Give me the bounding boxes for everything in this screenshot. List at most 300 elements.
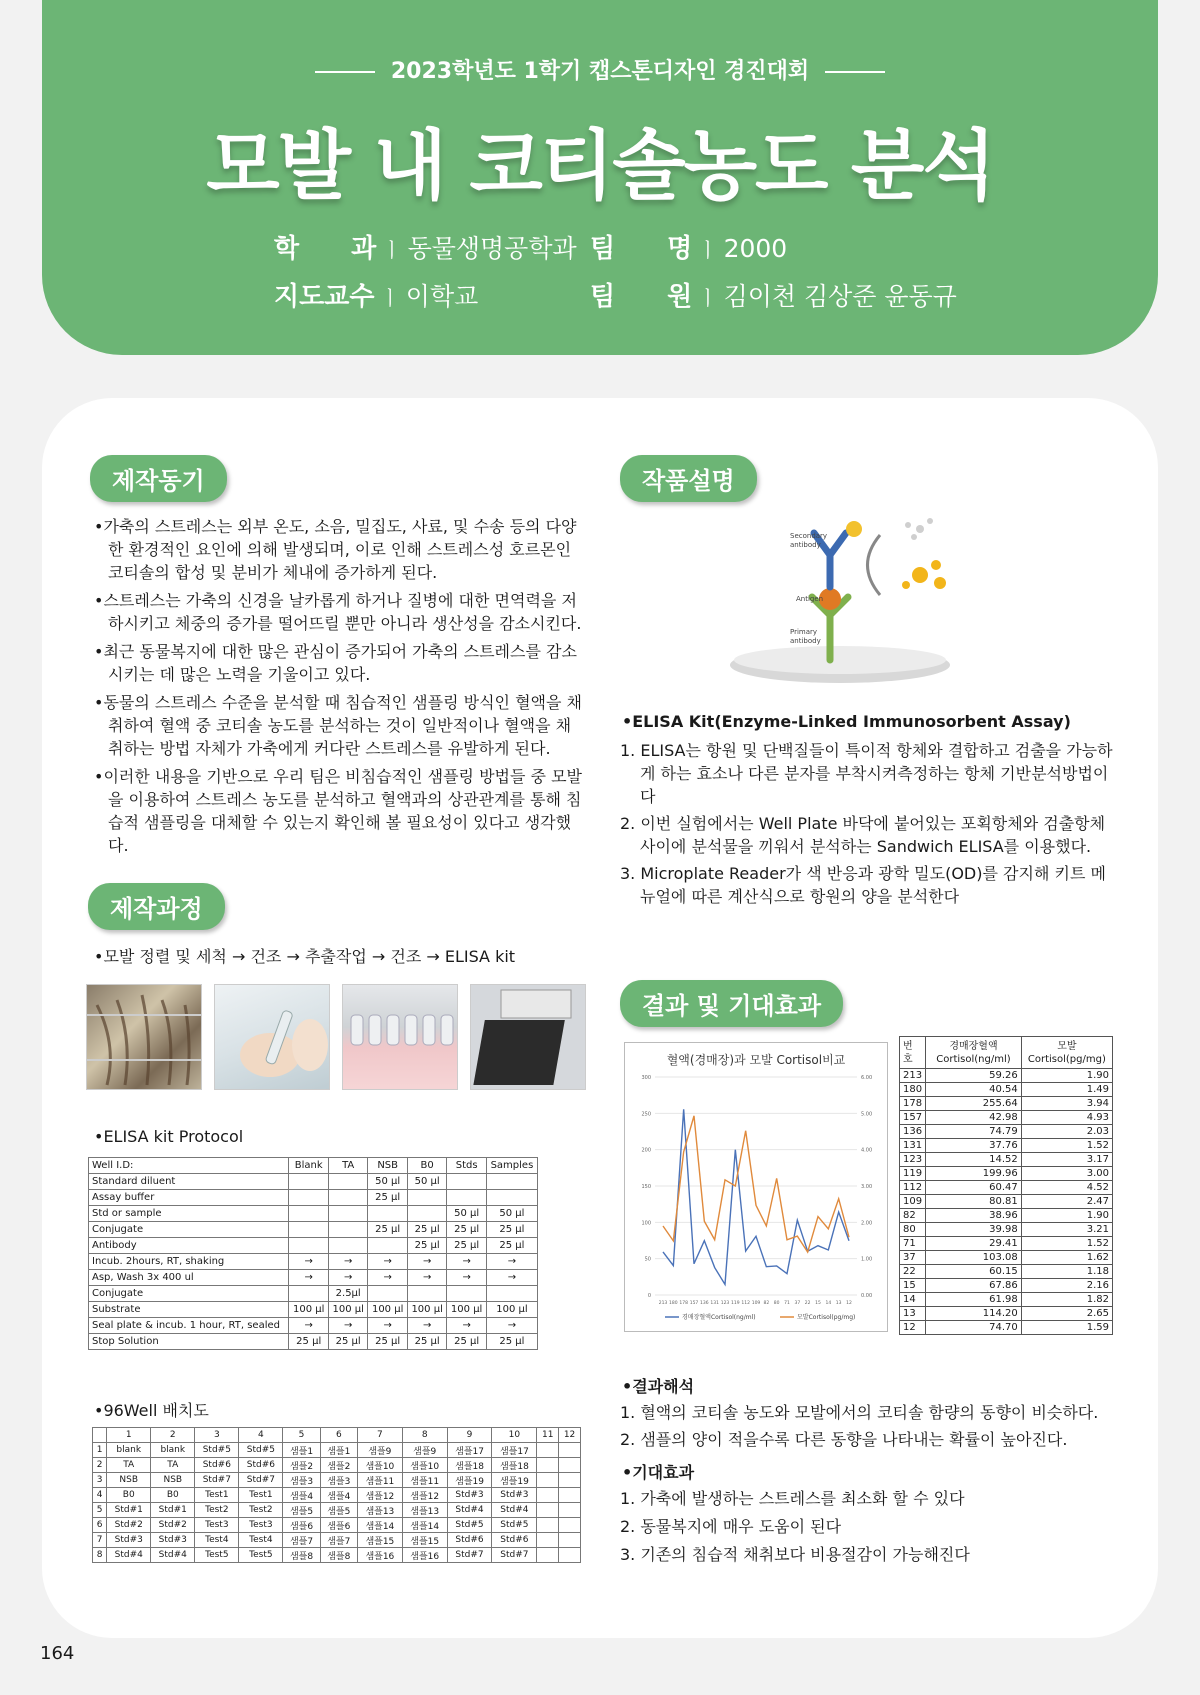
table-cell: 번호 (900, 1037, 926, 1069)
table-cell: 10 (492, 1428, 537, 1443)
motivation-item: •가축의 스트레스는 외부 온도, 소음, 밀집도, 사료, 및 수송 등의 다양한 환경적인 요인에 의해 발생되며, 이로 인해 스트레스성 호르몬인 코티솔의 합성 및 분비가 체내에 증가하게 된다. (94, 517, 577, 582)
table-cell: 샘플13 (402, 1503, 447, 1518)
chart-title: 혈액(경매장)과 모발 Cortisol비교 (666, 1053, 846, 1067)
y-left-tick-label: 250 (641, 1111, 651, 1118)
photo-elisa-plate (470, 984, 586, 1090)
table-cell: 샘플5 (283, 1503, 320, 1518)
y-left-tick-label: 300 (641, 1075, 651, 1081)
y-right-tick-label: 1.00 (861, 1256, 873, 1263)
table-cell: 4 (93, 1488, 107, 1503)
result-row (900, 1265, 1113, 1279)
table-cell: 샘플5 (320, 1503, 357, 1518)
table-cell: 경매장혈액 Cortisol(ng/ml) (926, 1037, 1022, 1069)
results-table (899, 1036, 1113, 1335)
svg-text:antibody: antibody (790, 541, 821, 549)
well-row (93, 1488, 581, 1503)
table-cell: 131 (900, 1139, 926, 1153)
table-cell: 60.15 (926, 1265, 1022, 1279)
table-cell: 샘플6 (320, 1518, 357, 1533)
table-cell: Test2 (239, 1503, 283, 1518)
table-cell (289, 1206, 328, 1222)
table-cell: → (289, 1270, 328, 1286)
table-cell: → (486, 1254, 537, 1270)
x-tick-label: 22 (804, 1301, 811, 1306)
table-cell: 8 (93, 1548, 107, 1563)
table-cell: 샘플11 (357, 1473, 402, 1488)
table-cell: 25 µl (407, 1238, 446, 1254)
svg-text:Primary: Primary (790, 628, 818, 636)
table-cell: 모발 Cortisol(pg/mg) (1021, 1037, 1112, 1069)
well-row (93, 1548, 581, 1563)
members-info: 팀 원 ㅣ 김이천 김상준 윤동규 (590, 282, 957, 312)
table-cell: → (447, 1270, 486, 1286)
table-cell: 50 µl (486, 1206, 537, 1222)
table-cell: → (328, 1270, 367, 1286)
table-header-row (900, 1037, 1113, 1069)
table-cell: 80.81 (926, 1195, 1022, 1209)
table-cell: Std#4 (447, 1503, 492, 1518)
table-cell: 샘플19 (447, 1473, 492, 1488)
table-cell: Std#4 (492, 1503, 537, 1518)
result-row (900, 1181, 1113, 1195)
result-row (900, 1293, 1113, 1307)
table-cell: Substrate (89, 1302, 289, 1318)
elisa-kit-title: •ELISA Kit(Enzyme-Linked Immunosorbent Assay) (622, 712, 1071, 731)
table-cell: 9 (447, 1428, 492, 1443)
y-left-tick-label: 0 (647, 1293, 651, 1299)
table-cell: 59.26 (926, 1069, 1022, 1083)
result-row (900, 1251, 1113, 1265)
well-layout-table (92, 1427, 581, 1563)
description-list (620, 739, 1116, 912)
table-cell: → (447, 1318, 486, 1334)
table-cell: 42.98 (926, 1111, 1022, 1125)
table-cell: 25 µl (407, 1334, 446, 1350)
table-cell: 2.16 (1021, 1279, 1112, 1293)
result-row (900, 1139, 1113, 1153)
table-cell (559, 1533, 581, 1548)
effect-item: 2. 동물복지에 매우 도움이 된다 (620, 1517, 842, 1536)
table-cell (537, 1458, 559, 1473)
header-subtitle: 2023학년도 1학기 캡스톤디자인 경진대회 (42, 54, 1158, 85)
table-cell: 5 (93, 1503, 107, 1518)
table-cell: 샘플3 (320, 1473, 357, 1488)
table-cell (328, 1222, 367, 1238)
table-cell (537, 1518, 559, 1533)
table-cell: 213 (900, 1069, 926, 1083)
table-cell: Blank (289, 1158, 328, 1174)
result-row (900, 1209, 1113, 1223)
protocol-table (88, 1157, 538, 1350)
hair-sample-icon (87, 985, 202, 1090)
table-cell (559, 1443, 581, 1458)
effect-list (620, 1487, 1120, 1571)
result-row (900, 1321, 1113, 1335)
table-cell: Std#6 (492, 1533, 537, 1548)
table-cell: → (407, 1270, 446, 1286)
table-cell: 3 (93, 1473, 107, 1488)
table-cell: 25 µl (486, 1222, 537, 1238)
well-row (93, 1443, 581, 1458)
table-cell (447, 1286, 486, 1302)
motivation-item: •이러한 내용을 기반으로 우리 팀은 비침습적인 샘플링 방법들 중 모발을 이용하여 스트레스 농도를 분석하고 혈액과의 상관관계를 통해 침습적 샘플링을 대체할 수 있는지 확인해 볼 필요성이 있다고 생각했다. (94, 767, 582, 855)
x-tick-label: 109 (751, 1301, 761, 1306)
table-cell: 1.18 (1021, 1265, 1112, 1279)
y-left-tick-label: 100 (641, 1220, 651, 1227)
table-cell: 샘플6 (283, 1518, 320, 1533)
table-cell: Conjugate (89, 1222, 289, 1238)
table-cell: 25 µl (486, 1334, 537, 1350)
table-cell: 37.76 (926, 1139, 1022, 1153)
table-cell: 2.5µl (328, 1286, 367, 1302)
table-cell: 12 (559, 1428, 581, 1443)
table-header-row (89, 1158, 538, 1174)
table-cell: 157 (900, 1111, 926, 1125)
result-row (900, 1069, 1113, 1083)
table-cell: 샘플4 (320, 1488, 357, 1503)
table-cell: 샘플16 (357, 1548, 402, 1563)
table-cell: 11 (537, 1428, 559, 1443)
table-cell: → (368, 1318, 407, 1334)
x-tick-label: 80 (773, 1301, 780, 1306)
table-cell: 7 (357, 1428, 402, 1443)
table-cell: 2.65 (1021, 1307, 1112, 1321)
dept-info: 학 과 ㅣ 동물생명공학과 (274, 234, 577, 264)
table-cell: 3.21 (1021, 1223, 1112, 1237)
table-cell: Std#1 (107, 1503, 151, 1518)
table-cell: Std#3 (151, 1533, 195, 1548)
table-cell: 6 (320, 1428, 357, 1443)
table-cell (289, 1222, 328, 1238)
table-cell: Std#4 (151, 1548, 195, 1563)
motivation-item: •스트레스는 가축의 신경을 날카롭게 하거나 질병에 대한 면역력을 저하시키고 체중의 증가를 떨어뜨릴 뿐만 아니라 생산성을 감소시킨다. (94, 591, 582, 633)
table-cell: 샘플17 (447, 1443, 492, 1458)
table-cell: Std#3 (492, 1488, 537, 1503)
table-cell (289, 1238, 328, 1254)
interpretation-item: 1. 혈액의 코티솔 농도와 모발에서의 코티솔 함량의 동향이 비슷하다. (620, 1403, 1099, 1422)
table-cell: Assay buffer (89, 1190, 289, 1206)
table-cell: 1.90 (1021, 1069, 1112, 1083)
table-cell (328, 1238, 367, 1254)
table-cell (328, 1190, 367, 1206)
table-cell: 1 (107, 1428, 151, 1443)
table-cell: 100 µl (328, 1302, 367, 1318)
svg-text:antibody: antibody (790, 637, 821, 645)
table-cell: Test5 (195, 1548, 239, 1563)
table-cell: Std#2 (151, 1518, 195, 1533)
table-cell: 1 (93, 1443, 107, 1458)
table-cell: B0 (407, 1158, 446, 1174)
table-cell: 2 (151, 1428, 195, 1443)
table-cell: Test3 (239, 1518, 283, 1533)
table-cell: Std#7 (239, 1473, 283, 1488)
table-cell: 2.03 (1021, 1125, 1112, 1139)
table-cell (486, 1190, 537, 1206)
table-cell: 22 (900, 1265, 926, 1279)
x-tick-label: 13 (835, 1301, 842, 1306)
table-cell: blank (107, 1443, 151, 1458)
table-cell: 5 (283, 1428, 320, 1443)
table-cell: blank (151, 1443, 195, 1458)
y-right-tick-label: 5.00 (861, 1111, 873, 1118)
table-cell (328, 1206, 367, 1222)
table-cell: 25 µl (447, 1334, 486, 1350)
table-cell: 샘플10 (402, 1458, 447, 1473)
table-cell: 80 (900, 1223, 926, 1237)
section-title-process: 제작과정 (88, 883, 225, 930)
table-cell: 샘플18 (447, 1458, 492, 1473)
table-cell: 25 µl (447, 1222, 486, 1238)
table-cell: 샘플12 (357, 1488, 402, 1503)
table-cell: Test3 (195, 1518, 239, 1533)
table-cell: 114.20 (926, 1307, 1022, 1321)
table-cell: 샘플1 (320, 1443, 357, 1458)
table-cell: Standard diluent (89, 1174, 289, 1190)
table-cell (537, 1548, 559, 1563)
table-cell: 14 (900, 1293, 926, 1307)
table-cell: → (407, 1254, 446, 1270)
table-cell: 25 µl (368, 1222, 407, 1238)
table-cell: 112 (900, 1181, 926, 1195)
table-cell: Well I.D: (89, 1158, 289, 1174)
table-cell: → (328, 1318, 367, 1334)
table-cell: 샘플7 (320, 1533, 357, 1548)
result-row (900, 1111, 1113, 1125)
table-cell: 71 (900, 1237, 926, 1251)
table-cell: 샘플1 (283, 1443, 320, 1458)
table-cell: 109 (900, 1195, 926, 1209)
process-steps: •모발 정렬 및 세척 → 건조 → 추출작업 → 건조 → ELISA kit (94, 947, 516, 966)
table-cell: 샘플15 (357, 1533, 402, 1548)
table-cell (289, 1286, 328, 1302)
table-cell: 37 (900, 1251, 926, 1265)
x-tick-label: 71 (784, 1301, 790, 1306)
table-cell: 100 µl (368, 1302, 407, 1318)
table-cell: 29.41 (926, 1237, 1022, 1251)
motivation-item: •최근 동물복지에 대한 많은 관심이 증가되어 가축의 스트레스를 감소시키는 데 많은 노력을 기울이고 있다. (94, 642, 577, 684)
result-row (900, 1237, 1113, 1251)
table-cell: Test5 (239, 1548, 283, 1563)
protocol-row (89, 1222, 538, 1238)
table-cell: Std or sample (89, 1206, 289, 1222)
table-cell: → (407, 1318, 446, 1334)
table-cell: 1.90 (1021, 1209, 1112, 1223)
interpretation-title: •결과해석 (622, 1377, 695, 1396)
result-row (900, 1167, 1113, 1181)
table-cell (368, 1286, 407, 1302)
tube-rack-icon (343, 985, 458, 1090)
description-item: 2. 이번 실험에서는 Well Plate 바닥에 붙어있는 포획항체와 검출항체 사이에 분석물을 끼워서 분석하는 Sandwich ELISA를 이용했다. (620, 814, 1106, 856)
well-plate-icon (471, 985, 586, 1090)
table-cell: 4.52 (1021, 1181, 1112, 1195)
table-cell: B0 (107, 1488, 151, 1503)
table-cell: 50 µl (407, 1174, 446, 1190)
x-tick-label: 136 (700, 1301, 709, 1306)
table-cell: TA (328, 1158, 367, 1174)
table-cell: 74.70 (926, 1321, 1022, 1335)
table-cell: Std#1 (151, 1503, 195, 1518)
y-right-tick-label: 0.00 (861, 1293, 873, 1299)
description-item: 3. Microplate Reader가 색 반응과 광학 밀도(OD)를 감지해 키트 메뉴얼에 따른 계산식으로 항원의 양을 분석한다 (620, 864, 1106, 906)
table-cell: Test1 (195, 1488, 239, 1503)
effect-title: •기대효과 (622, 1463, 695, 1482)
table-cell: NSB (368, 1158, 407, 1174)
table-cell: 199.96 (926, 1167, 1022, 1181)
table-cell: 8 (402, 1428, 447, 1443)
table-cell: 샘플15 (402, 1533, 447, 1548)
motivation-item: •동물의 스트레스 수준을 분석할 때 침습적인 샘플링 방식인 혈액을 채취하여 혈액 중 코티솔 농도를 분석하는 것이 일반적이나 혈액을 채취하는 방법 자체가 가축에게 커다란 스트레스를 유발하게 된다. (94, 693, 582, 758)
table-cell: Std#5 (492, 1518, 537, 1533)
chart-plot (625, 1043, 887, 1331)
table-cell: 136 (900, 1125, 926, 1139)
table-cell: Std#7 (492, 1548, 537, 1563)
table-cell: Incub. 2hours, RT, shaking (89, 1254, 289, 1270)
table-cell: 6 (93, 1518, 107, 1533)
table-cell: Antibody (89, 1238, 289, 1254)
sandwich-elisa-icon (730, 515, 970, 685)
table-cell: Test2 (195, 1503, 239, 1518)
table-cell: 25 µl (486, 1238, 537, 1254)
table-cell: 샘플4 (283, 1488, 320, 1503)
table-cell: → (368, 1270, 407, 1286)
table-cell: 4.93 (1021, 1111, 1112, 1125)
protocol-row (89, 1302, 538, 1318)
table-cell (537, 1473, 559, 1488)
table-cell: Std#5 (447, 1518, 492, 1533)
table-cell: 샘플19 (492, 1473, 537, 1488)
table-cell: Test4 (195, 1533, 239, 1548)
table-cell: 4 (239, 1428, 283, 1443)
legend-label: 경매장혈액Cortisol(ng/ml) (682, 1314, 756, 1321)
table-cell (407, 1206, 446, 1222)
protocol-row (89, 1206, 538, 1222)
table-cell: 3.00 (1021, 1167, 1112, 1181)
table-cell: 2 (93, 1458, 107, 1473)
y-left-tick-label: 200 (641, 1147, 651, 1154)
table-cell: Std#5 (195, 1443, 239, 1458)
photo-hair-sorting (86, 984, 202, 1090)
table-cell: 샘플18 (492, 1458, 537, 1473)
x-tick-label: 131 (710, 1301, 719, 1306)
table-cell: 50 µl (447, 1206, 486, 1222)
table-cell: NSB (107, 1473, 151, 1488)
x-tick-label: 213 (658, 1301, 668, 1306)
well-row (93, 1473, 581, 1488)
protocol-title: •ELISA kit Protocol (94, 1127, 244, 1146)
table-cell: Std#2 (107, 1518, 151, 1533)
section-title-description: 작품설명 (620, 455, 757, 502)
result-row (900, 1097, 1113, 1111)
table-cell: 25 µl (447, 1238, 486, 1254)
table-cell: 3.17 (1021, 1153, 1112, 1167)
table-cell: 15 (900, 1279, 926, 1293)
table-cell: Seal plate & incub. 1 hour, RT, sealed (89, 1318, 289, 1334)
table-cell: 82 (900, 1209, 926, 1223)
table-cell: 180 (900, 1083, 926, 1097)
x-tick-label: 178 (679, 1301, 688, 1306)
protocol-row (89, 1254, 538, 1270)
series-line-2 (663, 1116, 849, 1252)
table-cell: 2.47 (1021, 1195, 1112, 1209)
x-tick-label: 112 (741, 1301, 750, 1306)
table-cell: 샘플16 (402, 1548, 447, 1563)
table-cell: Test4 (239, 1533, 283, 1548)
result-row (900, 1125, 1113, 1139)
interpretation-list (620, 1401, 1120, 1455)
cortisol-chart (624, 1042, 888, 1332)
table-cell (447, 1190, 486, 1206)
table-cell: Std#6 (447, 1533, 492, 1548)
table-cell: 샘플11 (402, 1473, 447, 1488)
table-cell (559, 1458, 581, 1473)
table-cell: 1.59 (1021, 1321, 1112, 1335)
table-cell (559, 1518, 581, 1533)
professor-info: 지도교수 ㅣ 이학교 (274, 282, 479, 312)
table-cell: Std#7 (447, 1548, 492, 1563)
table-cell (289, 1190, 328, 1206)
protocol-row (89, 1190, 538, 1206)
table-cell (559, 1548, 581, 1563)
table-cell (537, 1488, 559, 1503)
table-cell: 샘플2 (283, 1458, 320, 1473)
result-row (900, 1223, 1113, 1237)
table-cell: Samples (486, 1158, 537, 1174)
table-cell: 61.98 (926, 1293, 1022, 1307)
table-cell: 25 µl (289, 1334, 328, 1350)
x-tick-label: 12 (846, 1301, 852, 1306)
table-cell: → (368, 1254, 407, 1270)
table-cell: NSB (151, 1473, 195, 1488)
table-cell: Stds (447, 1158, 486, 1174)
x-tick-label: 119 (731, 1301, 740, 1306)
effect-item: 3. 기존의 침습적 채취보다 비용절감이 가능해진다 (620, 1545, 970, 1564)
table-cell: 샘플10 (357, 1458, 402, 1473)
table-cell (407, 1286, 446, 1302)
table-cell: Std#3 (447, 1488, 492, 1503)
table-cell (559, 1503, 581, 1518)
table-cell: 50 µl (368, 1174, 407, 1190)
table-cell: Std#3 (107, 1533, 151, 1548)
table-cell: → (486, 1318, 537, 1334)
table-cell: 샘플13 (357, 1503, 402, 1518)
table-cell: 3.94 (1021, 1097, 1112, 1111)
protocol-row (89, 1318, 538, 1334)
table-cell: Std#4 (107, 1548, 151, 1563)
team-info: 팀 명 ㅣ 2000 (590, 234, 788, 264)
header-banner (42, 0, 1158, 355)
page-number: 164 (40, 1643, 75, 1664)
well-layout-title: •96Well 배치도 (94, 1401, 209, 1420)
x-tick-label: 15 (815, 1301, 821, 1306)
table-cell: 샘플9 (402, 1443, 447, 1458)
table-cell: 123 (900, 1153, 926, 1167)
table-cell: 60.47 (926, 1181, 1022, 1195)
table-cell: 100 µl (289, 1302, 328, 1318)
y-left-tick-label: 150 (641, 1184, 651, 1190)
table-cell: 샘플8 (320, 1548, 357, 1563)
table-cell: 13 (900, 1307, 926, 1321)
table-cell (537, 1443, 559, 1458)
table-cell: 1.52 (1021, 1139, 1112, 1153)
table-cell (486, 1174, 537, 1190)
well-row (93, 1458, 581, 1473)
table-cell: 40.54 (926, 1083, 1022, 1097)
table-cell: Conjugate (89, 1286, 289, 1302)
table-cell: 119 (900, 1167, 926, 1181)
table-cell: → (289, 1254, 328, 1270)
table-cell: 샘플14 (402, 1518, 447, 1533)
table-cell (559, 1488, 581, 1503)
